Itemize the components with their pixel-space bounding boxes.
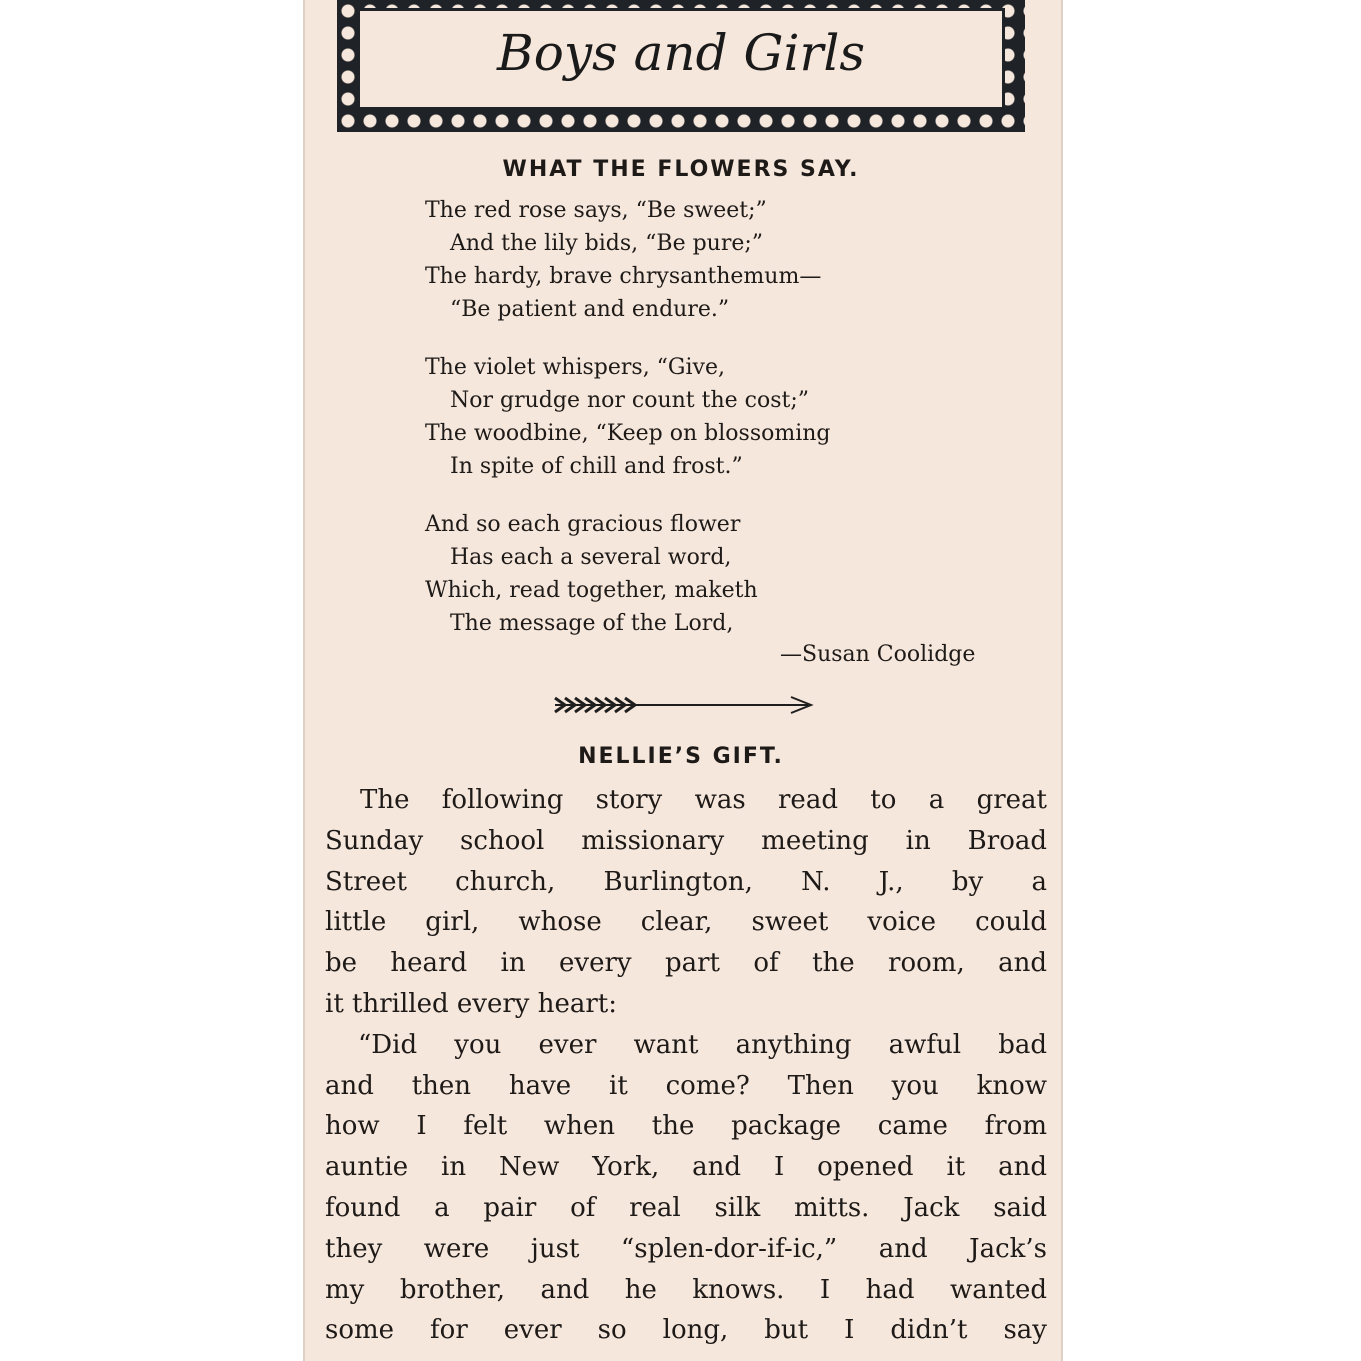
poem-line: “Be patient and endure.”: [450, 297, 730, 322]
story-line: they were just “splen-dor-if-ic,” and Jack’s: [325, 1233, 1047, 1264]
story-line: “Did you ever want anything awful bad: [358, 1029, 1047, 1060]
story-line: and then have it come? Then you know: [325, 1070, 1047, 1101]
poem-line: Which, read together, maketh: [425, 578, 758, 603]
story-line: The following story was read to a great: [360, 785, 1047, 815]
story-line: be heard in every part of the room, and: [325, 948, 1047, 979]
poem-line: And so each gracious flower: [425, 512, 741, 537]
poem-line: Nor grudge nor count the cost;”: [450, 388, 809, 413]
poem-line: The hardy, brave chrysanthemum—: [425, 264, 822, 289]
story-line: auntie in New York, and I opened it and: [325, 1152, 1047, 1183]
story-line: it thrilled every heart:: [325, 989, 618, 1019]
poem-line: And the lily bids, “Be pure;”: [450, 231, 764, 256]
story-line: Sunday school missionary meeting in Broad: [325, 825, 1047, 856]
arrow-divider-icon: [553, 694, 815, 716]
story-line: Street church, Burlington, N. J., by a: [325, 866, 1047, 897]
poem-title: WHAT THE FLOWERS SAY.: [502, 157, 860, 182]
story-line: my brother, and he knows. I had wanted: [325, 1274, 1047, 1305]
story-line: some for ever so long, but I didn’t say: [325, 1315, 1047, 1346]
poem-line: The violet whispers, “Give,: [425, 355, 725, 380]
section-title: Boys and Girls: [496, 24, 866, 82]
story-line: found a pair of real silk mitts. Jack said: [325, 1193, 1047, 1223]
poem-line: The red rose says, “Be sweet;”: [425, 198, 767, 223]
story-line: little girl, whose clear, sweet voice could: [325, 907, 1047, 938]
poem-line: Has each a several word,: [450, 545, 732, 570]
poem-line: The woodbine, “Keep on blossoming: [425, 421, 831, 446]
story-line: how I felt when the package came from: [325, 1111, 1047, 1142]
poem-line: The message of the Lord,: [450, 611, 734, 636]
story-title: NELLIE’S GIFT.: [578, 744, 784, 769]
poem-line: In spite of chill and frost.”: [450, 454, 743, 479]
poem-attribution: —Susan Coolidge: [780, 642, 976, 667]
